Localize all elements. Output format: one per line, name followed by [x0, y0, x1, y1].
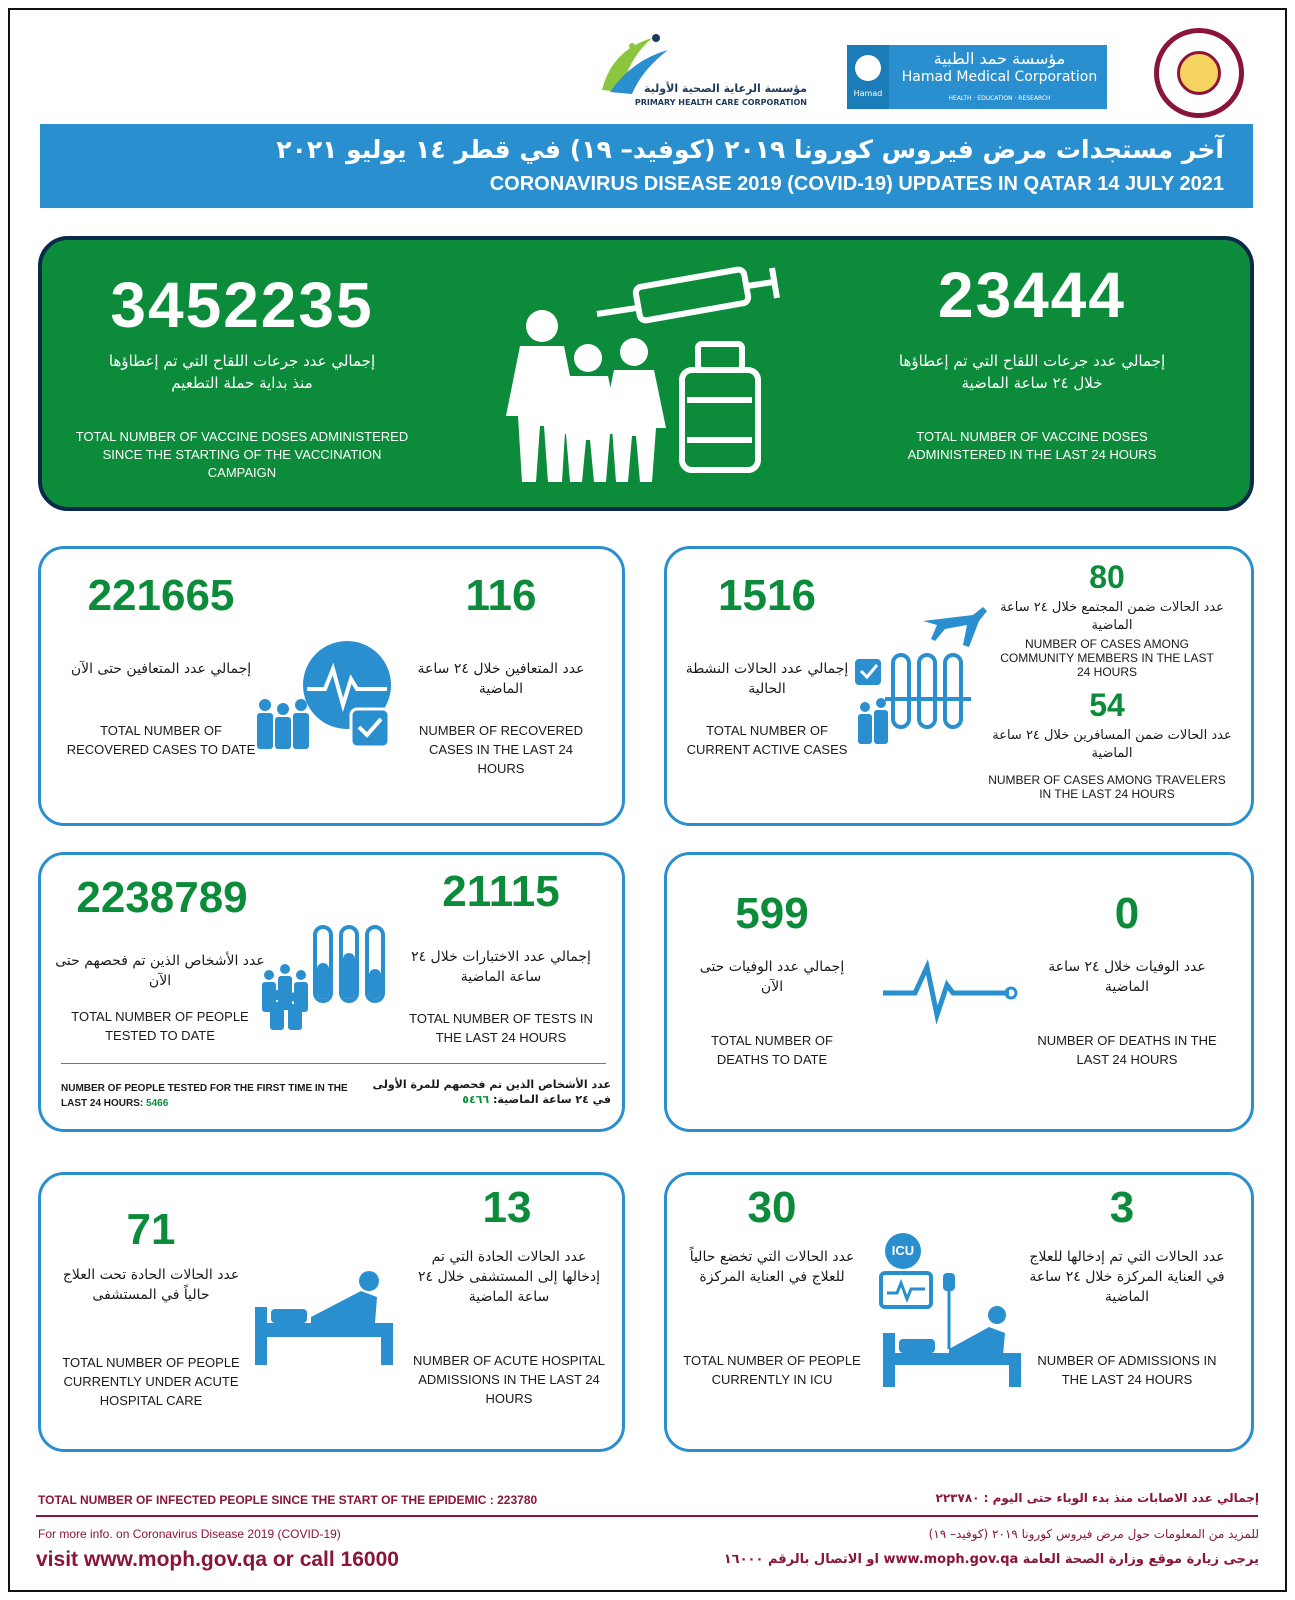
deaths-last24-english: NUMBER OF DEATHS IN THE LAST 24 HOURS	[1037, 1033, 1217, 1067]
icu-last24-value: 3	[1109, 1183, 1135, 1232]
tested-total-arabic: عدد الأشخاص الذين تم فحصهم حتى الآن	[55, 953, 265, 989]
icu-last24-arabic: عدد الحالات التي تم إدخالها للعلاج في العناية المركزة خلال ٢٤ ساعة الماضية	[1029, 1249, 1225, 1305]
vaccination-family-icon	[502, 260, 792, 490]
recovered-total-english: TOTAL NUMBER OF RECOVERED CASES TO DATE	[66, 723, 256, 757]
vaccine-total-english: TOTAL NUMBER OF VACCINE DOSES ADMINISTERED SINCE THE STARTING OF THE VACCINATION CAMPAIGN	[75, 429, 409, 480]
tested-first-time-arabic-value: ٥٤٦٦	[462, 1093, 490, 1106]
vaccine-panel	[38, 236, 1254, 511]
recovered-last24-english: NUMBER OF RECOVERED CASES IN THE LAST 24 HOURS	[419, 723, 583, 776]
acute-total-arabic: عدد الحالات الحادة تحت العلاج حالياً في المستشفى	[62, 1267, 240, 1303]
hmc-leaf-icon	[855, 55, 881, 81]
recovered-total-value: 221665	[87, 571, 235, 620]
icu-total-arabic: عدد الحالات التي تخضع حالياً للعلاج في العناية المركزة	[689, 1249, 855, 1285]
hmc-logo	[847, 45, 1107, 109]
hmc-english-name: Hamad Medical Corporation	[901, 69, 1098, 85]
icu-badge: ICU	[885, 1233, 921, 1269]
deaths-total-value: 599	[735, 889, 809, 938]
acute-total-value: 71	[126, 1205, 176, 1254]
recovered-total-arabic: إجمالي عدد المتعافين حتى الآن	[70, 661, 252, 677]
vaccine-last24-arabic: إجمالي عدد جرعات اللقاح التي تم إعطاؤها خلال ٢٤ ساعة الماضية	[898, 352, 1166, 392]
active-travelers-value: 54	[1089, 687, 1125, 723]
phcc-arabic-name: مؤسسة الرعاية الصحية الأولية	[644, 82, 807, 95]
tested-first-time-arabic-text: عدد الأشخاص الذين تم فحصهم للمرة الأولى في ٢٤ ساعة الماضية:	[372, 1078, 611, 1106]
active-cases-tubes-icon	[853, 603, 993, 753]
tested-last24-value: 21115	[442, 867, 560, 916]
phcc-english-name: PRIMARY HEALTH CARE CORPORATION	[634, 98, 807, 107]
deaths-last24-arabic: عدد الوفيات خلال ٢٤ ساعة الماضية	[1048, 959, 1206, 995]
tested-first-time-english-text: NUMBER OF PEOPLE TESTED FOR THE FIRST TIME IN THE LAST 24 HOURS:	[61, 1083, 348, 1109]
hmc-emblem	[847, 45, 889, 109]
moph-emblem-center	[1177, 51, 1221, 95]
recovered-heartbeat-icon	[251, 639, 401, 759]
deaths-last24-value: 0	[1114, 889, 1140, 938]
icu-total-value: 30	[747, 1183, 797, 1232]
tested-first-time-arabic	[361, 1077, 611, 1107]
footer-infected-english: TOTAL NUMBER OF INFECTED PEOPLE SINCE THE START OF THE EPIDEMIC : 223780	[38, 1493, 538, 1507]
tested-last24-english: TOTAL NUMBER OF TESTS IN THE LAST 24 HOURS	[409, 1011, 593, 1045]
footer-divider	[36, 1515, 1258, 1517]
footer-infected-arabic: إجمالي عدد الاصابات منذ بدء الوباء حتى اليوم : ٢٢٣٧٨٠	[935, 1491, 1259, 1505]
tested-people-tubes-icon	[259, 923, 399, 1033]
vaccine-total-arabic: إجمالي عدد جرعات اللقاح التي تم إعطاؤها منذ بداية حملة التطعيم	[108, 352, 376, 392]
tested-last24-arabic: إجمالي عدد الاختبارات خلال ٢٤ ساعة الماضية	[411, 949, 591, 985]
acute-total-english: TOTAL NUMBER OF PEOPLE CURRENTLY UNDER ACUTE HOSPITAL CARE	[62, 1355, 240, 1408]
recovered-last24-arabic: عدد المتعافين خلال ٢٤ ساعة الماضية	[417, 661, 585, 697]
recovered-card	[38, 546, 625, 826]
active-total-english: TOTAL NUMBER OF CURRENT ACTIVE CASES	[686, 723, 848, 757]
title-banner-left-bar	[43, 127, 103, 205]
acute-last24-value: 13	[482, 1183, 532, 1232]
vaccine-total-value: 3452235	[110, 269, 374, 341]
hospital-bed-icon	[251, 1267, 401, 1367]
tested-first-time-value: 5466	[146, 1098, 169, 1109]
title-arabic: آخر مستجدات مرض فيروس كورونا ٢٠١٩ (كوفيد– ١٩) في قطر ١٤ يوليو ٢٠٢١	[276, 135, 1224, 164]
active-community-arabic: عدد الحالات ضمن المجتمع خلال ٢٤ ساعة الماضية	[1000, 600, 1224, 633]
hmc-tagline: HEALTH · EDUCATION · RESEARCH	[948, 95, 1051, 102]
deaths-total-english: TOTAL NUMBER OF DEATHS TO DATE	[711, 1033, 833, 1067]
tested-first-time-english	[61, 1081, 351, 1111]
icu-total-english: TOTAL NUMBER OF PEOPLE CURRENTLY IN ICU	[683, 1353, 861, 1387]
vaccine-last24-value: 23444	[938, 259, 1126, 331]
hmc-short-name: Hamad	[853, 89, 883, 98]
active-total-value: 1516	[718, 571, 816, 620]
deaths-card	[664, 852, 1254, 1132]
active-travelers-arabic: عدد الحالات ضمن المسافرين خلال ٢٤ ساعة الماضية	[992, 728, 1232, 761]
moph-emblem-icon	[1154, 28, 1244, 118]
footer-info-arabic: للمزيد من المعلومات حول مرض فيروس كورونا ٢٠١٩ (كوفيد– ١٩)	[928, 1527, 1259, 1541]
icu-last24-english: NUMBER OF ADMISSIONS IN THE LAST 24 HOURS	[1037, 1353, 1217, 1387]
acute-card	[38, 1172, 625, 1452]
footer-visit-arabic: يرجى زيارة موقع وزارة الصحة العامة www.moph.gov.qa او الاتصال بالرقم ١٦٠٠٠	[723, 1552, 1259, 1567]
deaths-flatline-icon	[881, 955, 1021, 1025]
footer-info-english: For more info. on Coronavirus Disease 2019 (COVID-19)	[38, 1527, 341, 1541]
vaccine-last24-english: TOTAL NUMBER OF VACCINE DOSES ADMINISTERED IN THE LAST 24 HOURS	[907, 429, 1157, 462]
icu-bed-monitor-icon	[879, 1269, 1029, 1389]
tested-divider	[61, 1063, 606, 1064]
title-english: CORONAVIRUS DISEASE 2019 (COVID-19) UPDATES IN QATAR 14 JULY 2021	[489, 173, 1224, 195]
tested-total-value: 2238789	[76, 873, 248, 922]
tested-total-english: TOTAL NUMBER OF PEOPLE TESTED TO DATE	[71, 1009, 249, 1043]
phcc-logo	[592, 30, 807, 112]
recovered-last24-value: 116	[465, 571, 537, 620]
active-total-arabic: إجمالي عدد الحالات النشطة الحالية	[685, 661, 849, 697]
title-banner	[40, 124, 1253, 208]
tested-card	[38, 852, 625, 1132]
active-cases-card	[664, 546, 1254, 826]
acute-last24-arabic: عدد الحالات الحادة التي تم إدخالها إلى المستشفى خلال ٢٤ ساعة الماضية	[417, 1249, 601, 1305]
icu-card	[664, 1172, 1254, 1452]
footer-visit-english: visit www.moph.gov.qa or call 16000	[36, 1548, 399, 1571]
icu-illustration	[879, 1233, 1029, 1389]
deaths-total-arabic: إجمالي عدد الوفيات حتى الآن	[699, 959, 845, 995]
acute-last24-english: NUMBER OF ACUTE HOSPITAL ADMISSIONS IN THE LAST 24 HOURS	[413, 1353, 605, 1406]
active-community-value: 80	[1089, 559, 1125, 595]
active-community-english: NUMBER OF CASES AMONG COMMUNITY MEMBERS IN THE LAST 24 HOURS	[1000, 637, 1214, 679]
active-travelers-english: NUMBER OF CASES AMONG TRAVELERS IN THE LAST 24 HOURS	[988, 773, 1226, 801]
hmc-arabic-name: مؤسسة حمد الطبية	[933, 49, 1066, 68]
